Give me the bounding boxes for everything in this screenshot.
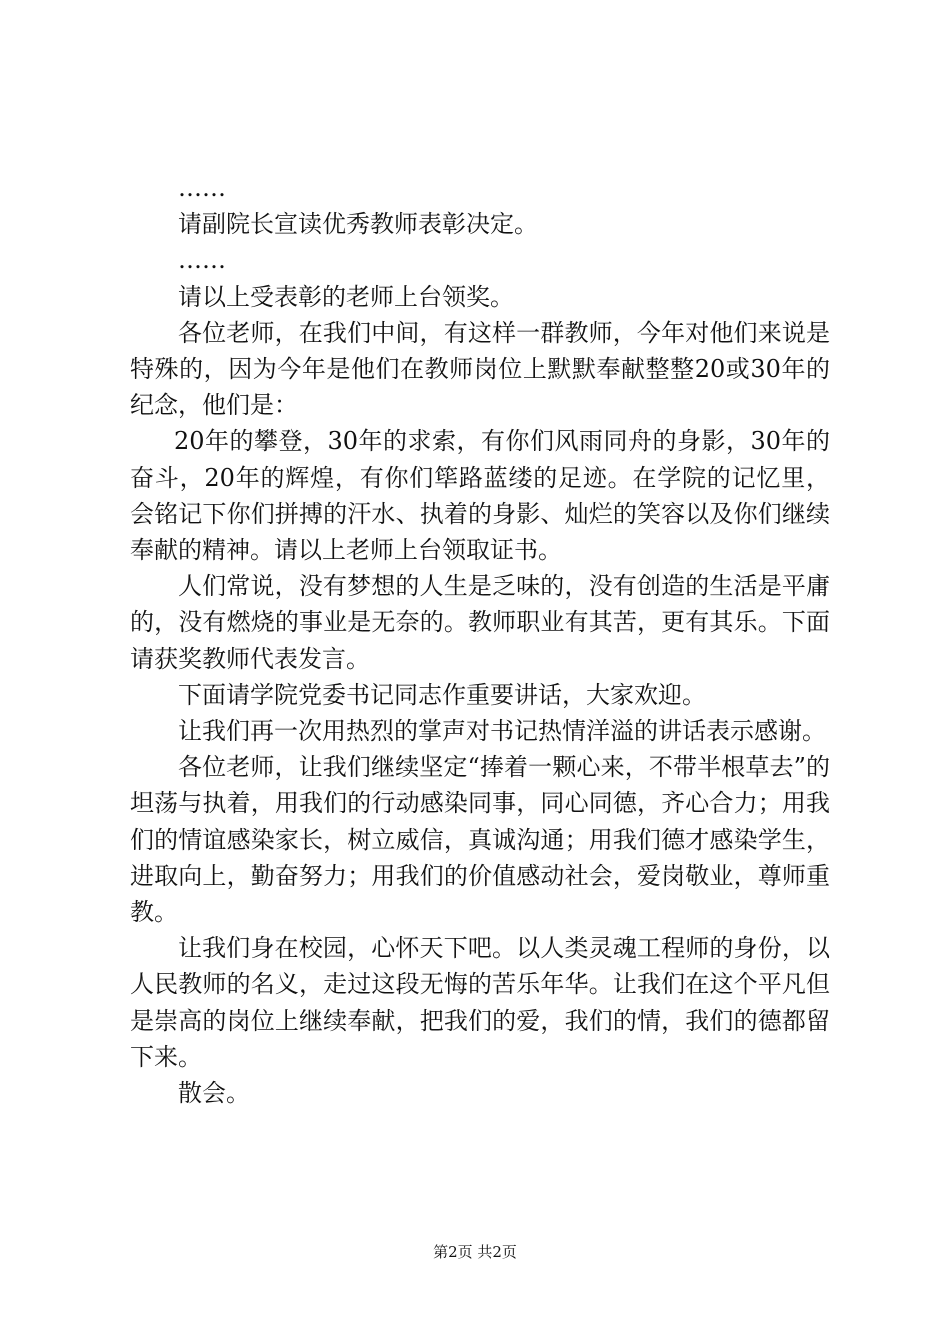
paragraph-closing: 让我们身在校园，心怀天下吧。以人类灵魂工程师的身份，以人民教师的名义，走过这段无悔的苦乐年华。让我们在这个平凡但是崇高的岗位上继续奉献，把我们的爱，我们的情，我们的德都留下来。 — [130, 934, 830, 1071]
paragraph-anniversary-intro: 各位老师，在我们中间，有这样一群教师，今年对他们来说是特殊的，因为今年是他们在教师岗位上默默奉献整整20或30年的纪念，他们是： — [130, 318, 830, 420]
paragraph-dream: 人们常说，没有梦想的人生是乏味的，没有创造的生活是平庸的，没有燃烧的事业是无奈的。教师职业有其苦，更有其乐。下面请获奖教师代表发言。 — [130, 572, 830, 673]
document-body — [130, 170, 830, 1111]
page-number-footer: 第2页 共2页 — [433, 1243, 517, 1261]
paragraph-secretary-speech: 下面请学院党委书记同志作重要讲话，大家欢迎。 — [178, 680, 706, 709]
paragraph-ellipsis-2: …… — [178, 246, 226, 275]
paragraph-announcement: 请副院长宣读优秀教师表彰决定。 — [178, 210, 538, 239]
paragraph-adjourn: 散会。 — [178, 1079, 250, 1108]
paragraph-thanks: 让我们再一次用热烈的掌声对书记热情洋溢的讲话表示感谢。 — [178, 717, 826, 746]
paragraph-anniversary-tribute: 20年的攀登，30年的求索，有你们风雨同舟的身影，30年的奋斗，20年的辉煌，有你们筚路蓝缕的足迹。在学院的记忆里，会铭记下你们拼搏的汗水、执着的身影、灿烂的笑容以及你们继续奉献的精神。请以上老师上台领取证书。 — [130, 427, 830, 565]
paragraph-ellipsis-1: …… — [178, 174, 226, 202]
paragraph-commitment: 各位老师，让我们继续坚定“捧着一颗心来，不带半根草去”的坦荡与执着，用我们的行动感染同事，同心同德，齐心合力；用我们的情谊感染家长，树立威信，真诚沟通；用我们德才感染学生，进取向上，勤奋努力；用我们的价值感动社会，爱岗敬业，尊师重教。 — [130, 753, 830, 927]
paragraph-award-invite: 请以上受表彰的老师上台领奖。 — [178, 282, 514, 311]
